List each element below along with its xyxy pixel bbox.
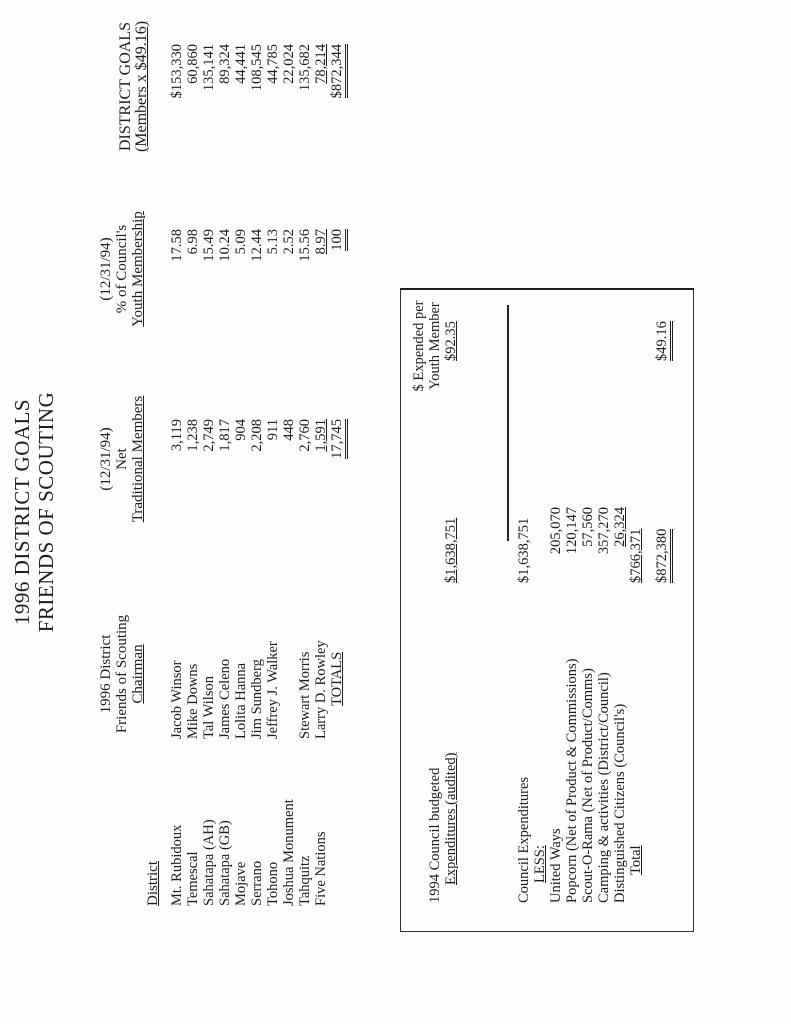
division-line bbox=[507, 305, 509, 541]
district-cell: Sahatapa (GB) bbox=[217, 820, 233, 906]
goal-cell: $153,330 bbox=[169, 44, 185, 99]
deduction-value: 57,560 bbox=[580, 507, 596, 547]
chairman-cell: Mike Downs bbox=[185, 663, 201, 739]
goal-cell: 89,324 bbox=[217, 44, 233, 84]
members-cell: 911 bbox=[265, 419, 281, 441]
deduction-value: 120,147 bbox=[564, 507, 580, 555]
percent-cell: 2.52 bbox=[281, 229, 297, 255]
goal-cell: 44,785 bbox=[265, 44, 281, 84]
district-cell: Serrano bbox=[249, 860, 265, 906]
chairman-cell: James Celeno bbox=[217, 658, 233, 739]
per-member-calculation-box bbox=[400, 288, 694, 932]
district-cell: Mojave bbox=[233, 861, 249, 906]
chairman-cell: Jeffrey J. Walker bbox=[265, 641, 281, 739]
goal-cell: 44,441 bbox=[233, 44, 249, 84]
percent-cell: 5.09 bbox=[233, 229, 249, 255]
members-cell: 2,760 bbox=[297, 419, 313, 452]
chairman-cell: Lolita Hanna bbox=[233, 662, 249, 739]
district-cell: Temescal bbox=[185, 851, 201, 906]
budget-value: $1,638,751 bbox=[443, 517, 459, 583]
percent-cell: 15.49 bbox=[201, 229, 217, 262]
document-title bbox=[10, 0, 58, 1024]
chairman-cell: Larry D. Rowley bbox=[313, 640, 329, 739]
deduction-value: 357,270 bbox=[596, 507, 612, 555]
percent-cell: 15.56 bbox=[297, 229, 313, 262]
per-member-top: $92.35 bbox=[443, 321, 459, 361]
budget-label-1: 1994 Council budgeted bbox=[427, 767, 443, 903]
percent-cell: 5.13 bbox=[265, 229, 281, 255]
percent-cell: 12.44 bbox=[249, 229, 265, 262]
goals-header: DISTRICT GOALS (Members x $49.16) bbox=[117, 20, 150, 153]
goal-cell: 60,860 bbox=[185, 44, 201, 84]
per-member-header: $ Expended per Youth Member bbox=[411, 300, 443, 392]
deductions-total: $766,371 bbox=[628, 528, 644, 583]
district-cell: Mt. Rubidoux bbox=[169, 824, 185, 906]
district-cell: Tahquitz bbox=[297, 855, 313, 906]
deduction-label: Distinguished Citizens (Council's) bbox=[612, 703, 628, 903]
district-header: District bbox=[145, 861, 161, 906]
deduction-label: Camping & activities (District/Council) bbox=[596, 672, 612, 903]
chairman-cell: Jim Sundberg bbox=[249, 659, 265, 739]
deduction-value: 26,324 bbox=[612, 507, 628, 547]
members-cell: 1,238 bbox=[185, 419, 201, 452]
title-line-2: FRIENDS OF SCOUTING bbox=[34, 391, 58, 633]
percent-cell: 6.98 bbox=[185, 229, 201, 255]
title-line-1: 1996 DISTRICT GOALS bbox=[10, 398, 34, 626]
deduction-value: 205,070 bbox=[548, 507, 564, 555]
percent-cell: 10.24 bbox=[217, 229, 233, 262]
percent-cell: 8.97 bbox=[313, 229, 329, 255]
district-cell: Tohono bbox=[265, 861, 281, 906]
members-cell: 3,119 bbox=[169, 419, 185, 452]
council-expenditures-value: $1,638,751 bbox=[516, 517, 532, 583]
totals-label: TOTALS bbox=[329, 651, 345, 706]
district-cell: Joshua Monument bbox=[281, 799, 297, 906]
chairman-cell: Stewart Morris bbox=[297, 651, 313, 739]
members-cell: 1,817 bbox=[217, 419, 233, 452]
members-cell: 904 bbox=[233, 419, 249, 441]
members-cell: 1,591 bbox=[313, 419, 329, 452]
goal-cell: 22,024 bbox=[281, 44, 297, 84]
members-cell: 448 bbox=[281, 419, 297, 441]
totals-goal: $872,344 bbox=[330, 44, 345, 119]
goal-cell: 135,141 bbox=[201, 44, 217, 92]
district-cell: Sahatapa (AH) bbox=[201, 819, 217, 906]
deduction-label: Popcorn (Net of Product & Commissions) bbox=[564, 658, 580, 903]
budget-label-2: Expenditures (audited) bbox=[443, 752, 459, 885]
deduction-label: Scout-O-Rama (Net of Product/Comms) bbox=[580, 668, 596, 903]
district-cell: Five Nations bbox=[313, 831, 329, 906]
goal-cell: 135,682 bbox=[297, 44, 313, 92]
chairman-header: 1996 District Friends of Scouting Chairman bbox=[98, 614, 146, 734]
total-label: Total bbox=[628, 845, 644, 875]
deduction-label: United Ways bbox=[548, 828, 564, 903]
percent-cell: 17.58 bbox=[169, 229, 185, 262]
members-header: (12/31/94) Net Traditional Members bbox=[98, 395, 146, 523]
per-member-bottom: $49.16 bbox=[654, 321, 670, 361]
net-value: $872,380 bbox=[654, 529, 670, 583]
chairman-cell: Tal Wilson bbox=[201, 676, 217, 739]
goal-cell: 108,545 bbox=[249, 44, 265, 92]
less-label: LESS: bbox=[532, 845, 548, 883]
totals-members: 17,745 bbox=[330, 419, 345, 484]
members-cell: 2,208 bbox=[249, 419, 265, 452]
totals-percent: 100 bbox=[330, 229, 345, 284]
percent-header: (12/31/94) % of Council's Youth Membership bbox=[98, 211, 146, 327]
goal-cell: 78,214 bbox=[313, 44, 329, 84]
council-expenditures-label: Council Expenditures bbox=[516, 776, 532, 903]
members-cell: 2,749 bbox=[201, 419, 217, 452]
chairman-cell: Jacob Winsor bbox=[169, 660, 185, 739]
